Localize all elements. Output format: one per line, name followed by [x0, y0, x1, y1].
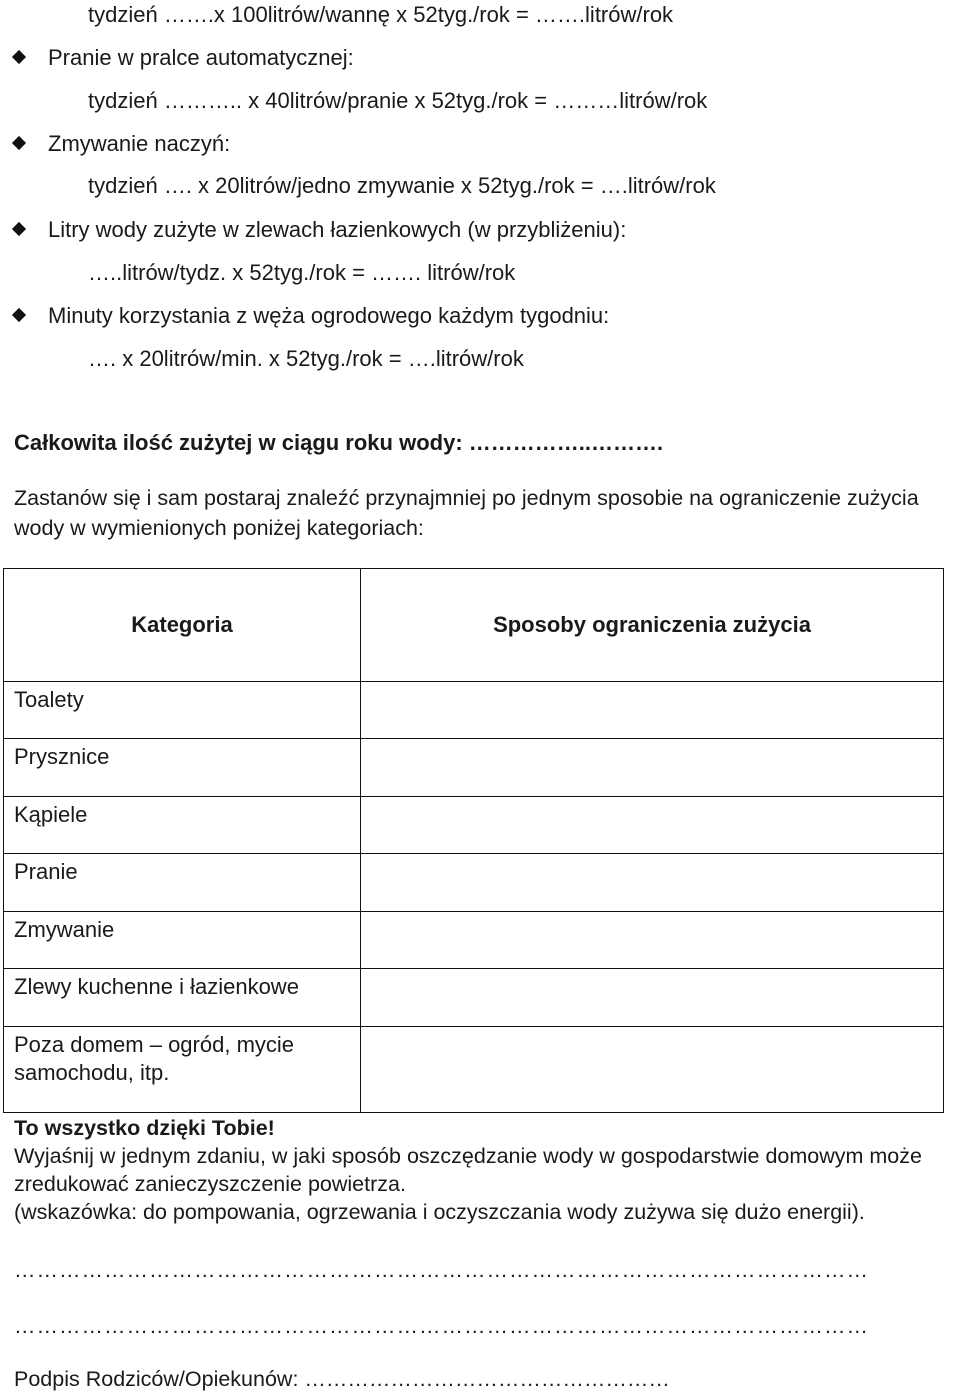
table-row — [4, 739, 944, 797]
bullet-sinks — [14, 217, 626, 243]
category-cell: Kąpiele — [4, 797, 361, 854]
method-answer-cell[interactable] — [361, 682, 944, 739]
table-row — [4, 912, 944, 969]
answer-line-2[interactable]: …………………………………………………………………………………………………… — [14, 1314, 869, 1338]
category-cell: Zlewy kuchenne i łazienkowe — [4, 969, 361, 1027]
diamond-bullet-icon — [12, 308, 26, 322]
closing-task: Wyjaśnij w jednym zdaniu, w jaki sposób oszczędzanie wody w gospodarstwie domowym może — [14, 1144, 922, 1168]
closing-task-continued: zredukować zanieczyszczenie powietrza. — [14, 1172, 406, 1196]
instruction-paragraph: Zastanów się i sam postaraj znaleźć przynajmniej po jednym sposobie na ograniczenie zużycia wody w wymienionych poniżej kategoriach: — [14, 486, 919, 540]
header-methods: Sposoby ograniczenia zużycia — [361, 569, 944, 682]
bullet-label: Pranie w pralce automatycznej: — [48, 45, 354, 70]
method-answer-cell[interactable] — [361, 739, 944, 797]
method-answer-cell[interactable] — [361, 912, 944, 969]
calc-line-dishes: tydzień …. x 20litrów/jedno zmywanie x 52tyg./rok = ….litrów/rok — [88, 173, 716, 198]
signature-line[interactable]: Podpis Rodziców/Opiekunów: …………………………………………… — [14, 1367, 670, 1391]
bullet-dishes — [14, 131, 230, 157]
calc-line-garden-hose: …. x 20litrów/min. x 52tyg./rok = ….litrów/rok — [88, 346, 524, 371]
category-text: Poza domem – ogród, mycie samochodu, itp. — [14, 1032, 295, 1085]
header-category: Kategoria — [4, 569, 361, 682]
table-row — [4, 1027, 944, 1113]
bullet-label: Zmywanie naczyń: — [48, 131, 231, 156]
total-water-question: Całkowita ilość zużytej w ciągu roku wody: ……………..………. — [14, 430, 664, 455]
method-answer-cell[interactable] — [361, 969, 944, 1027]
category-cell — [4, 1027, 361, 1113]
bullet-garden-hose — [14, 303, 609, 329]
bullet-label: Litry wody zużyte w zlewach łazienkowych (w przybliżeniu): — [48, 217, 627, 242]
closing-hint: (wskazówka: do pompowania, ogrzewania i oczyszczania wody zużywa się dużo energii). — [14, 1200, 865, 1224]
closing-heading: To wszystko dzięki Tobie! — [14, 1116, 275, 1140]
calc-line-bath: tydzień …….x 100litrów/wannę x 52tyg./rok = …….litrów/rok — [88, 2, 674, 27]
diamond-bullet-icon — [12, 222, 26, 236]
water-saving-table — [3, 568, 944, 1113]
category-cell: Prysznice — [4, 739, 361, 797]
table-row — [4, 969, 944, 1027]
bullet-label: Minuty korzystania z węża ogrodowego każdym tygodniu: — [48, 303, 610, 328]
method-answer-cell[interactable] — [361, 1027, 944, 1113]
bullet-laundry — [14, 45, 354, 71]
diamond-bullet-icon — [12, 50, 26, 64]
calc-line-laundry: tydzień ……….. x 40litrów/pranie x 52tyg./rok = ………litrów/rok — [88, 88, 708, 113]
diamond-bullet-icon — [12, 136, 26, 150]
table-row — [4, 797, 944, 854]
category-cell: Toalety — [4, 682, 361, 739]
category-cell: Pranie — [4, 854, 361, 912]
table-row — [4, 854, 944, 912]
category-cell: Zmywanie — [4, 912, 361, 969]
answer-line-1[interactable]: …………………………………………………………………………………………………… — [14, 1258, 869, 1282]
method-answer-cell[interactable] — [361, 797, 944, 854]
table-header-row — [4, 569, 944, 682]
method-answer-cell[interactable] — [361, 854, 944, 912]
table-row — [4, 682, 944, 739]
calc-line-sinks: …..litrów/tydz. x 52tyg./rok = ……. litrów/rok — [88, 260, 516, 285]
